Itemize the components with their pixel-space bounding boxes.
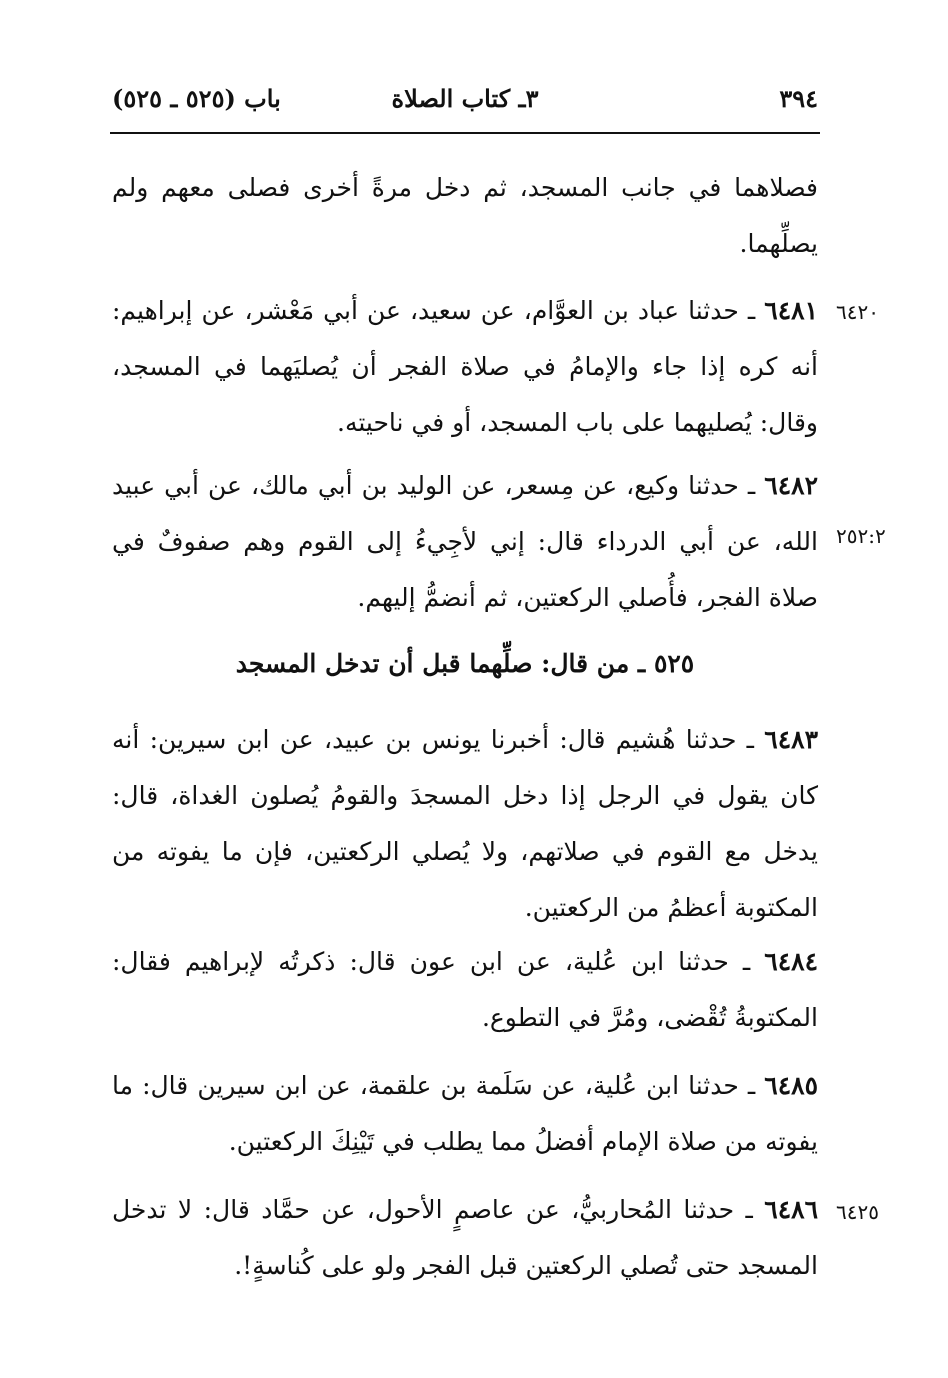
chapter-range: باب (٥٢٥ ـ ٥٢٥): [112, 84, 281, 113]
page-number: ٣٩٤: [779, 84, 818, 113]
hadith-6485: [112, 1058, 818, 1170]
hadith-6484: [112, 934, 818, 1046]
book-title: ٣ـ كتاب الصلاة: [391, 84, 539, 113]
hadith-text: ـ حدثنا ابن عُلية، عن ابن عون قال: ذكرتُه لإبراهيم فقال: المكتوبةُ تُقْضى، ومُرَّ في التطوع.: [112, 947, 818, 1032]
hadith-text: ـ حدثنا المُحاربيُّ، عن عاصمٍ الأحول، عن حمَّاد قال: لا تدخل المسجد حتى تُصلي الركعتين قبل الفجر ولو على كُناسةٍ!.: [112, 1195, 818, 1280]
hadith-number: ٦٤٨٦: [764, 1195, 818, 1224]
section-heading: ٥٢٥ ـ من قال: صلِّهما قبل أن تدخل المسجد: [235, 649, 695, 678]
margin-reference: ٦٤٢٠: [836, 300, 879, 324]
hadith-text: ـ حدثنا هُشيم قال: أخبرنا يونس بن عبيد، عن ابن سيرين: أنه كان يقول في الرجل إذا دخل المسجدَ والقومُ يُصلون الغداة، قال: يدخل مع القوم في صلاتهم، ولا يُصلي الركعتين، فإن ما يفوته من المكتوبة أعظمُ من الركعتين.: [112, 725, 818, 922]
running-header: [112, 84, 818, 124]
header-rule: [110, 132, 820, 134]
hadith-number: ٦٤٨٢: [764, 471, 818, 500]
margin-reference: ٢٥٢:٢: [836, 524, 886, 548]
hadith-6481: [112, 283, 818, 451]
hadith-6483: [112, 712, 818, 936]
hadith-6482: [112, 458, 818, 626]
hadith-6486: [112, 1182, 818, 1294]
hadith-number: ٦٤٨٤: [764, 947, 818, 976]
hadith-text: ـ حدثنا ابن عُلية، عن سَلَمة بن علقمة، عن ابن سيرين قال: ما يفوته من صلاة الإمام أفضلُ مما يطلب في تَيْنِكَ الركعتين.: [112, 1071, 818, 1156]
hadith-number: ٦٤٨٣: [764, 725, 818, 754]
continuation-paragraph: [112, 160, 818, 272]
hadith-text: ـ حدثنا عباد بن العوَّام، عن سعيد، عن أبي مَعْشر، عن إبراهيم: أنه كره إذا جاء والإمامُ في صلاة الفجر أن يُصليَهما في المسجد، وقال: يُصليهما على باب المسجد، أو في ناحيته.: [112, 296, 818, 437]
hadith-text: ـ حدثنا وكيع، عن مِسعر، عن الوليد بن أبي مالك، عن أبي عبيد الله، عن أبي الدرداء قال: إني لأجِيءُ إلى القوم وهم صفوفٌ في صلاة الفجر، فأُصلي الركعتين، ثم أنضمُّ إليهم.: [112, 471, 818, 612]
hadith-number: ٦٤٨٥: [764, 1071, 818, 1100]
margin-reference: ٦٤٢٥: [836, 1200, 879, 1224]
hadith-number: ٦٤٨١: [764, 296, 818, 325]
hadith-text: فصلاهما في جانب المسجد، ثم دخل مرةً أخرى فصلى معهم ولم يصلِّهما.: [112, 173, 818, 258]
